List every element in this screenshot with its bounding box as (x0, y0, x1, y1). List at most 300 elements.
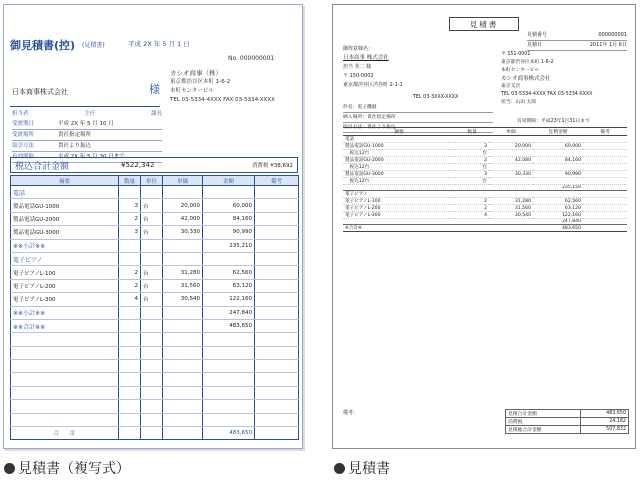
cell-note (255, 212, 299, 225)
cell-desc: ※※小計※※ (11, 306, 119, 319)
column-header: 単価 (489, 128, 533, 136)
cell-amount (533, 150, 583, 157)
cell-price: 30,330 (163, 226, 203, 239)
copy-form-doc-label: (見積書) (82, 42, 105, 49)
cell-price: 31,560 (489, 205, 533, 212)
cell-qty (119, 306, 141, 319)
subject-row: 件名：電子機器 (343, 103, 493, 113)
cell-price (163, 306, 203, 319)
cell-amount: 90,990 (203, 226, 255, 239)
cell-amount: 60,000 (203, 199, 255, 212)
cell-unit: 台 (141, 226, 163, 239)
cell-price: 30,540 (163, 293, 203, 306)
table-row (11, 360, 299, 373)
table-cell (141, 427, 163, 440)
cell-amount: 247,840 (533, 219, 583, 225)
summary-key: 消費税 (506, 418, 581, 426)
issuer-tel: TEL 03-5334-4XXX FAX 03-5334-XXXX (170, 97, 275, 103)
table-row (11, 346, 299, 359)
table-header-row (11, 176, 299, 186)
cell-unit (141, 400, 163, 413)
cell-unit: 台 (141, 199, 163, 212)
column-header: 単位 (141, 176, 163, 186)
cell-price: 30,540 (489, 212, 533, 219)
cell-note (255, 400, 299, 413)
copy-form-items-table (10, 175, 299, 440)
cell-amount: 62,560 (203, 266, 255, 279)
copy-form-issuer (170, 69, 298, 105)
cell-unit (141, 346, 163, 359)
cell-desc: 電子ピアノL-100 (343, 198, 455, 205)
summary-value: 507,832 (580, 426, 628, 434)
cell-desc: 製品電話GU-3000 (11, 226, 119, 239)
cell-desc (11, 400, 119, 413)
cell-note (255, 386, 299, 399)
cell-amount: 90,990 (533, 171, 583, 178)
cell-note (255, 252, 299, 265)
cell-desc (11, 373, 119, 386)
terms-key: 受渡期日 (12, 121, 35, 127)
cell-price (163, 252, 203, 265)
cell-note (255, 346, 299, 359)
cell-price (489, 178, 533, 185)
cell-unit: 台 (141, 212, 163, 225)
table-row (11, 266, 299, 279)
cell-qty: 台 (455, 150, 489, 157)
caption-left (4, 458, 130, 478)
cell-price (163, 319, 203, 332)
cell-price (163, 239, 203, 252)
bullet-icon (334, 463, 345, 474)
cell-amount (533, 191, 583, 198)
issuer-zip: 〒 151-0001 (501, 52, 531, 57)
cell-note (255, 199, 299, 212)
table-row (11, 186, 299, 199)
copy-form-header (10, 11, 296, 160)
meta-row (527, 31, 627, 41)
table-row (343, 164, 627, 171)
issuer-company: カシオ商事（株） (170, 69, 222, 77)
terms-row (12, 119, 162, 130)
cell-qty: 3 (119, 226, 141, 239)
cell-amount: 63,120 (533, 205, 583, 212)
cell-price (489, 225, 533, 232)
copy-form-title: 御見積書(控) (10, 39, 76, 52)
summary-value: 24,182 (580, 418, 628, 426)
cell-price (489, 136, 533, 143)
cell-desc: 電子ピアノ (343, 191, 455, 198)
summary-row (506, 418, 629, 426)
cell-note (255, 279, 299, 292)
table-row (11, 212, 299, 225)
cell-note (583, 143, 627, 150)
cell-qty (119, 360, 141, 373)
cell-qty: 2 (455, 198, 489, 205)
table-row (11, 413, 299, 426)
cell-note (583, 150, 627, 157)
table-row (11, 252, 299, 265)
cell-amount: 483,650 (533, 225, 583, 232)
table-row (343, 171, 627, 178)
cell-price (163, 360, 203, 373)
cell-qty (119, 413, 141, 426)
terms-row (12, 130, 162, 141)
table-row (11, 386, 299, 399)
cell-desc: 電子ピアノ (11, 252, 119, 265)
customer-tel: TEL 03-3XXX-XXXX (413, 95, 459, 100)
cell-qty (119, 252, 141, 265)
cell-note (255, 266, 299, 279)
summary-row (506, 410, 629, 418)
stamp-label: 担当者 (12, 111, 29, 117)
customer-person: 担当 英二 様 (343, 64, 372, 70)
issuer-building: 本町センタービル (170, 88, 214, 94)
summary-key: 見積合計金額 (506, 410, 581, 418)
table-row (343, 191, 627, 198)
terms-row (12, 141, 162, 152)
copy-form-total-bar (10, 157, 298, 173)
cell-amount: 84,160 (203, 212, 255, 225)
meta-key: 見積日 (527, 42, 543, 48)
total-row-amount: 483,650 (203, 427, 255, 440)
cell-desc: 税込12台 (343, 178, 455, 185)
issuer-dept: 東京支店 (501, 84, 521, 89)
table-row (11, 306, 299, 319)
total-label: 税込合計金額 (15, 161, 70, 172)
terms-value: 平成 2X 年 5 月 10 日 (58, 121, 114, 127)
cell-amount (203, 360, 255, 373)
cell-price (163, 373, 203, 386)
cell-amount: 122,160 (533, 212, 583, 219)
table-row (11, 319, 299, 332)
cell-amount: 84,160 (533, 157, 583, 164)
cell-note (255, 333, 299, 346)
cell-price: 20,000 (489, 143, 533, 150)
cell-unit (141, 252, 163, 265)
cell-qty: 2 (455, 205, 489, 212)
table-cell (255, 427, 299, 440)
cell-note (583, 171, 627, 178)
cell-qty (119, 386, 141, 399)
cell-note (583, 191, 627, 198)
table-row (11, 333, 299, 346)
subject-row: 納入場所：貴社指定場所 (343, 113, 493, 123)
copy-form-stamp-labels (12, 109, 162, 117)
column-header: 備考 (255, 176, 299, 186)
total-row-label: 合 計 (11, 427, 119, 440)
cell-unit: 台 (141, 279, 163, 292)
column-header: 単価 (163, 176, 203, 186)
cell-qty (455, 225, 489, 232)
cell-note (583, 225, 627, 232)
summary-value: 483,650 (580, 410, 628, 418)
cell-qty: 台 (455, 164, 489, 171)
print-form-customer (343, 45, 473, 90)
cell-unit: 台 (141, 266, 163, 279)
cell-note (255, 293, 299, 306)
cell-qty: 2 (119, 266, 141, 279)
caption-right (334, 458, 390, 478)
copy-estimate-form (3, 4, 303, 449)
cell-price (489, 191, 533, 198)
copy-form-honorific: 様 (149, 83, 160, 96)
cell-note (583, 157, 627, 164)
cell-note (583, 178, 627, 185)
cell-price: 42,000 (163, 212, 203, 225)
cell-qty (119, 400, 141, 413)
table-row (343, 198, 627, 205)
cell-desc (11, 346, 119, 359)
issuer-building: 本町センタービル (501, 68, 540, 73)
column-header: 数量 (455, 128, 489, 136)
cell-price: 31,280 (489, 198, 533, 205)
customer-zip: 〒 150-0002 (343, 73, 374, 79)
table-row (343, 225, 627, 232)
cell-qty: 3 (455, 171, 489, 178)
print-form-items-table (343, 127, 627, 232)
cell-qty (119, 346, 141, 359)
table-row (343, 205, 627, 212)
table-row (11, 400, 299, 413)
issuer-address: 東京都渋谷区本町 1-6-2 (170, 79, 231, 85)
print-form-issuer (501, 51, 631, 107)
column-header: 見積金額 (533, 128, 583, 136)
cell-desc: 電話 (343, 136, 455, 143)
cell-amount: 122,160 (203, 293, 255, 306)
cell-desc: ※合計※ (343, 225, 455, 232)
cell-note (255, 306, 299, 319)
cell-note (583, 164, 627, 171)
cell-unit (141, 306, 163, 319)
meta-key: 見積番号 (527, 32, 548, 38)
column-header: 数量 (119, 176, 141, 186)
caption-left-text: 見積書（複写式） (18, 461, 130, 477)
cell-note (255, 360, 299, 373)
cell-desc: 電子ピアノL-300 (343, 212, 455, 219)
cell-unit (141, 319, 163, 332)
meta-row (527, 41, 627, 51)
cell-price: 31,280 (163, 266, 203, 279)
printed-estimate-form (332, 4, 636, 449)
cell-note (583, 198, 627, 205)
cell-note (255, 319, 299, 332)
cell-qty: 4 (455, 212, 489, 219)
table-row (343, 143, 627, 150)
cell-note (583, 136, 627, 143)
cell-unit (141, 186, 163, 199)
cell-amount: 60,000 (533, 143, 583, 150)
cell-desc (11, 333, 119, 346)
cell-note (255, 373, 299, 386)
cell-amount: 235,150 (533, 185, 583, 191)
total-value: ¥522,342 (121, 161, 155, 169)
cell-price (163, 333, 203, 346)
stamp-label: 主任 (84, 111, 96, 117)
cell-unit (141, 413, 163, 426)
remarks-label: 備考： (343, 410, 359, 416)
print-form-title: 見積書 (449, 17, 519, 31)
cell-amount (203, 373, 255, 386)
cell-note (255, 239, 299, 252)
print-form-meta (527, 31, 627, 51)
customer-name: 日本商事 株式会社 (343, 55, 389, 61)
cell-amount (533, 136, 583, 143)
cell-qty: 台 (455, 178, 489, 185)
cell-amount: 235,210 (203, 239, 255, 252)
cell-desc: 製品電話GU-1000 (343, 143, 455, 150)
cell-price: 31,560 (163, 279, 203, 292)
copy-form-customer-box (10, 81, 160, 107)
tax-value: 消費税 ¥38,692 (252, 163, 293, 169)
cell-price (489, 164, 533, 171)
cell-price (163, 386, 203, 399)
copy-form-date: 平成 2X 年 5 月 1 日 (128, 40, 190, 48)
copy-form-doc-number: No. 000000001 (228, 55, 275, 62)
cell-amount (203, 252, 255, 265)
table-header-row (343, 128, 627, 136)
cell-amount (203, 386, 255, 399)
print-form-summary (505, 409, 629, 434)
cell-desc: 電話 (11, 186, 119, 199)
cell-qty: 4 (119, 293, 141, 306)
issuer-rep: 担当：山田 太郎 (501, 100, 537, 105)
meta-value: 2011年 1月 6日 (589, 42, 627, 48)
cell-qty: 2 (455, 157, 489, 164)
customer-address: 東京都渋谷区渋谷町 2-1-1 (343, 82, 403, 88)
cell-desc: 電子ピアノL-200 (343, 205, 455, 212)
terms-value: 平成 2X 年 5 月 30 日まで (58, 154, 125, 160)
column-header: 備考 (583, 128, 627, 136)
cell-note (255, 413, 299, 426)
subject-row: 取引方法：貴社より振込 (343, 123, 493, 133)
cell-desc: 製品電話GU-2000 (11, 212, 119, 225)
table-row (343, 150, 627, 157)
cell-amount (533, 178, 583, 185)
terms-key: 有効期限 (12, 154, 35, 160)
cell-note (583, 205, 627, 212)
cell-amount (203, 186, 255, 199)
caption-right-text: 見積書 (348, 461, 390, 477)
cell-desc: ※※合計※※ (11, 319, 119, 332)
issuer-company: カシオ商事株式会社 (501, 76, 551, 82)
table-total-row (11, 427, 299, 440)
cell-qty: 3 (119, 199, 141, 212)
cell-desc (11, 413, 119, 426)
table-row (343, 157, 627, 164)
customer-label: 御得意様名： (343, 46, 374, 52)
bullet-icon (4, 463, 15, 474)
cell-amount: 62,560 (533, 198, 583, 205)
cell-amount (203, 333, 255, 346)
cell-desc: ※※小計※※ (11, 239, 119, 252)
cell-qty (455, 191, 489, 198)
cell-amount: 63,120 (203, 279, 255, 292)
cell-desc: 電子ピアノL-100 (11, 266, 119, 279)
table-row (11, 279, 299, 292)
cell-desc (11, 386, 119, 399)
issuer-tel: TEL 03-5334-4XXX FAX 03-5334-XXXX (501, 92, 593, 97)
column-header: 摘要 (11, 176, 119, 186)
cell-desc: 税込12台 (343, 164, 455, 171)
column-header: 摘要 (343, 128, 455, 136)
summary-row (506, 426, 629, 434)
table-cell (119, 427, 141, 440)
cell-desc: 税込12台 (343, 150, 455, 157)
cell-unit: 台 (141, 293, 163, 306)
cell-amount (203, 413, 255, 426)
cell-qty (119, 333, 141, 346)
cell-unit (141, 386, 163, 399)
cell-price (163, 346, 203, 359)
cell-price: 42,080 (489, 157, 533, 164)
cell-note (583, 212, 627, 219)
cell-price (163, 413, 203, 426)
table-row (343, 212, 627, 219)
terms-key: 取引方法 (12, 143, 35, 149)
cell-unit (141, 360, 163, 373)
cell-amount: 483,650 (203, 319, 255, 332)
cell-note (255, 186, 299, 199)
table-row (343, 178, 627, 185)
terms-value: 貴社より振込 (58, 143, 92, 149)
table-row (11, 373, 299, 386)
issuer-address: 東京都渋谷区本町 1-6-2 (501, 60, 554, 65)
validity-line: 有効期限：平成23年1月31日まで (517, 119, 590, 124)
cell-desc: 電子ピアノL-300 (11, 293, 119, 306)
cell-qty (119, 319, 141, 332)
table-row (11, 239, 299, 252)
cell-price (489, 150, 533, 157)
cell-qty (119, 186, 141, 199)
cell-unit (141, 373, 163, 386)
cell-qty (455, 136, 489, 143)
terms-value: 貴社指定場所 (58, 132, 92, 138)
cell-desc: 製品電話GU-2000 (343, 157, 455, 164)
table-cell (163, 427, 203, 440)
cell-desc: 製品電話GU-3000 (343, 171, 455, 178)
cell-desc (11, 360, 119, 373)
cell-amount (203, 400, 255, 413)
cell-price (163, 186, 203, 199)
cell-desc: 電子ピアノL-200 (11, 279, 119, 292)
cell-price: 20,000 (163, 199, 203, 212)
table-row (11, 199, 299, 212)
cell-amount (203, 346, 255, 359)
terms-key: 受渡場所 (12, 132, 35, 138)
cell-price: 30,330 (489, 171, 533, 178)
cell-unit (141, 239, 163, 252)
cell-qty: 2 (119, 279, 141, 292)
cell-qty: 2 (119, 212, 141, 225)
column-header: 金額 (203, 176, 255, 186)
copy-form-customer: 日本商事株式会社 (12, 88, 68, 96)
cell-unit (141, 333, 163, 346)
stamp-label: 課長 (150, 111, 162, 117)
cell-note (255, 226, 299, 239)
meta-value: 000000001 (598, 32, 627, 38)
cell-desc: 製品電話GU-1000 (11, 199, 119, 212)
table-row (343, 136, 627, 143)
table-row (11, 226, 299, 239)
cell-price (163, 400, 203, 413)
cell-qty (119, 373, 141, 386)
cell-qty: 3 (455, 143, 489, 150)
cell-qty (119, 239, 141, 252)
table-row (11, 293, 299, 306)
cell-amount (533, 164, 583, 171)
summary-key: 見積総合計金額 (506, 426, 581, 434)
cell-amount: 247,840 (203, 306, 255, 319)
